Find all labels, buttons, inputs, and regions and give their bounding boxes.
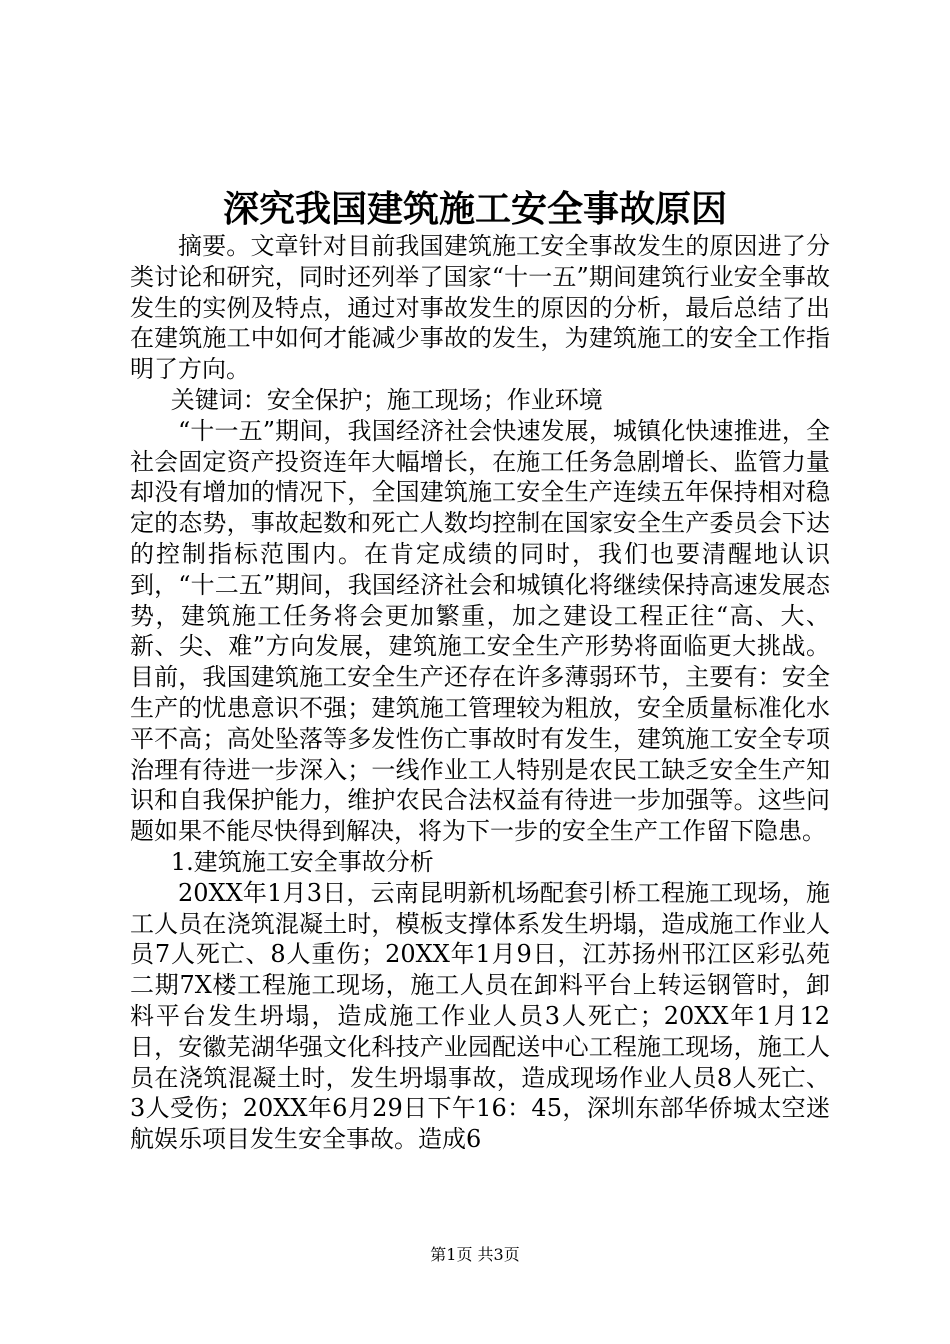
body-paragraph: 20XX年1月3日，云南昆明新机场配套引桥工程施工现场，施工人员在浇筑混凝土时，模板支撑体系发生坍塌，造成施工作业人员7人死亡、8人重伤；20XX年1月9日，江苏扬州邗江区彩弘苑二期7X楼工程施工现场，施工人员在卸料平台上转运钢管时，卸料平台发生坍塌，造成施工作业人员3人死亡；20XX年1月12日，安徽芜湖华强文化科技产业园配送中心工程施工现场，施工人员在浇筑混凝土时，发生坍塌事故，造成现场作业人员8人死亡、3人受伤；20XX年6月29日下午16：45，深圳东部华侨城太空迷航娱乐项目发生安全事故。造成6 [130,878,830,1154]
body-paragraph: “十一五”期间，我国经济社会快速发展，城镇化快速推进，全社会固定资产投资连年大幅增长，在施工任务急剧增长、监管力量却没有增加的情况下，全国建筑施工安全生产连续五年保持相对稳定的态势，事故起数和死亡人数均控制在国家安全生产委员会下达的控制指标范围内。在肯定成绩的同时，我们也要清醒地认识到，“十二五”期间，我国经济社会和城镇化将继续保持高速发展态势，建筑施工任务将会更加繁重，加之建设工程正往“高、大、新、尖、难”方向发展，建筑施工安全生产形势将面临更大挑战。目前，我国建筑施工安全生产还存在许多薄弱环节，主要有：安全生产的忧患意识不强；建筑施工管理较为粗放，安全质量标准化水平不高；高处坠落等多发性伤亡事故时有发生，建筑施工安全专项治理有待进一步深入；一线作业工人特别是农民工缺乏安全生产知识和自我保护能力，维护农民合法权益有待进一步加强等。这些问题如果不能尽快得到解决，将为下一步的安全生产工作留下隐患。 [130,416,830,846]
keywords-line: 关键词：安全保护；施工现场；作业环境 [170,385,603,414]
document-body [130,231,830,1155]
section-heading: 1.建筑施工安全事故分析 [170,847,434,876]
abstract-paragraph: 摘要。文章针对目前我国建筑施工安全事故发生的原因进了分类讨论和研究，同时还列举了国家“十一五”期间建筑行业安全事故发生的实例及特点，通过对事故发生的原因的分析，最后总结了出在建筑施工中如何才能减少事故的发生，为建筑施工的安全工作指明了方向。 [130,232,830,384]
document-title: 深究我国建筑施工安全事故原因 [222,188,727,230]
page-footer: 第1页 共3页 [430,1245,520,1264]
